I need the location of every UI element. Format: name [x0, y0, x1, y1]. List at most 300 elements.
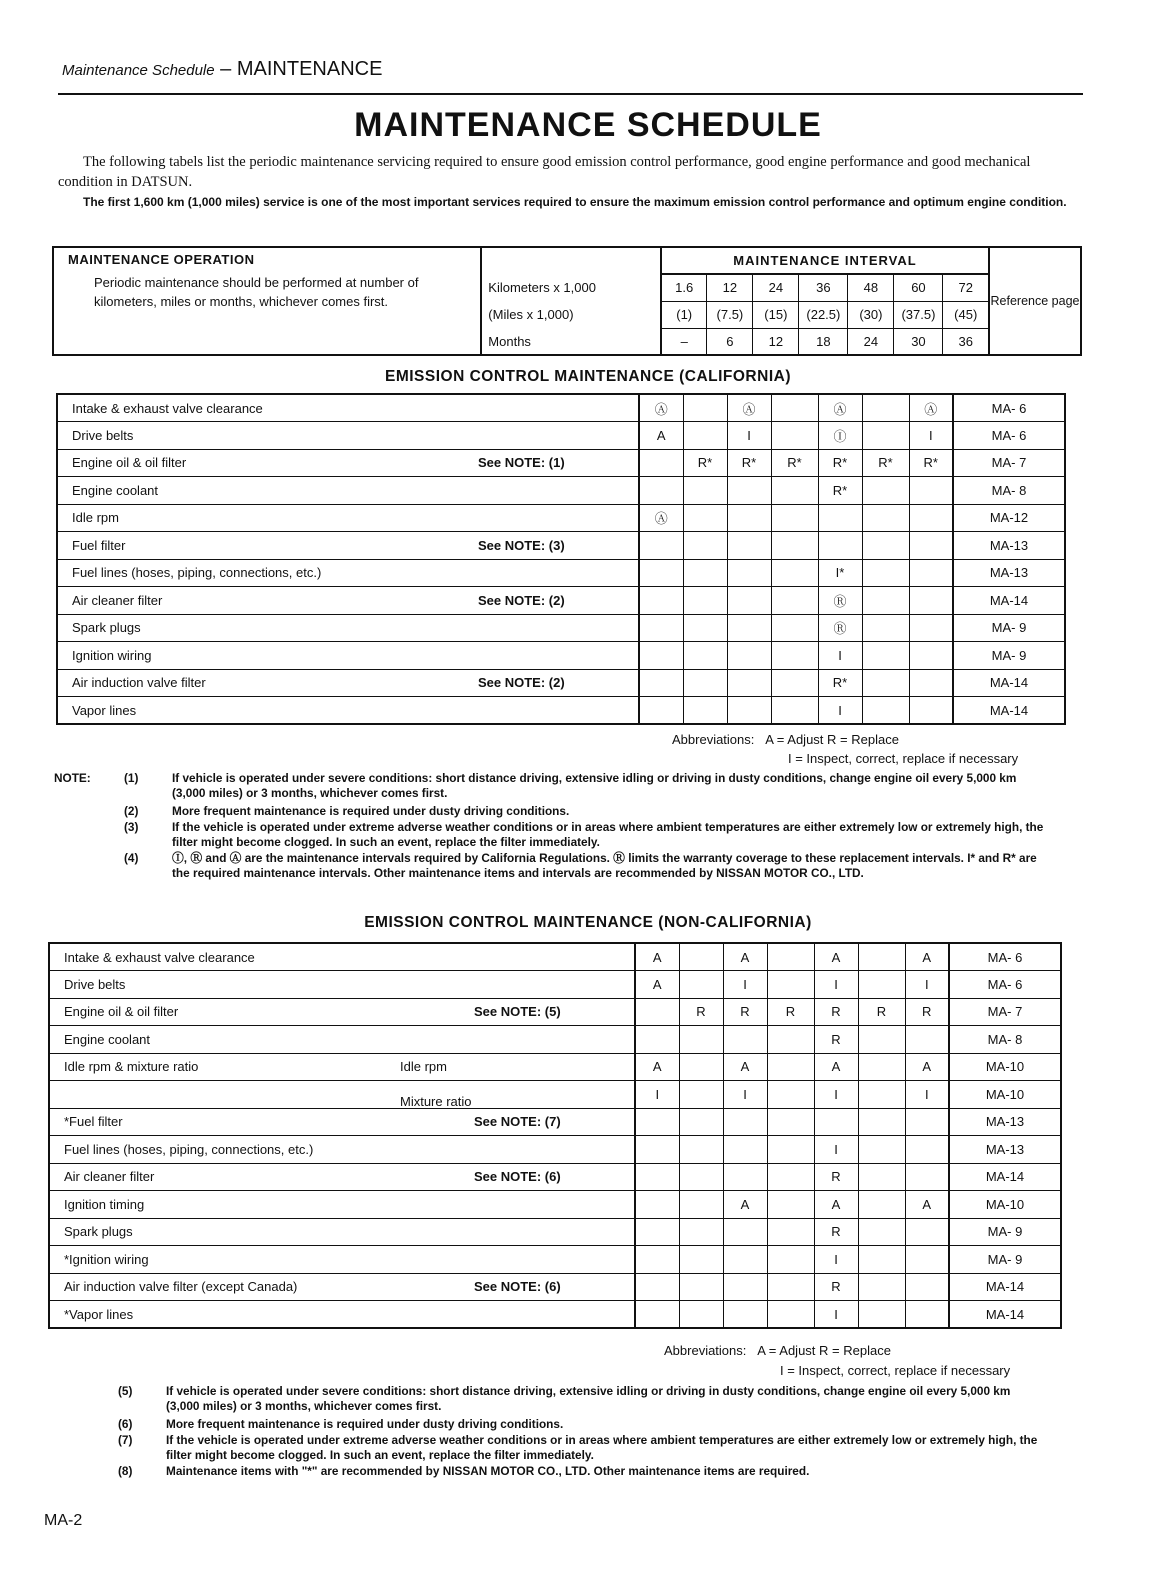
interval-cell [723, 1273, 767, 1301]
interval-cell [639, 614, 683, 642]
item-cell [49, 998, 635, 1026]
item-cell [49, 1301, 635, 1329]
note-label: NOTE: [54, 771, 91, 785]
abbr-line-1: A = Adjust R = Replace [765, 732, 899, 747]
table-row [49, 1218, 1061, 1246]
item-label: Engine oil & oil filter [72, 455, 187, 471]
interval-cell [909, 642, 953, 670]
interval-cell [767, 1246, 814, 1274]
reference-cell: MA-12 [953, 504, 1065, 532]
see-note: See NOTE: (2) [478, 675, 565, 691]
item-cell [49, 1163, 635, 1191]
interval-cell [858, 1053, 905, 1081]
interval-cell [639, 477, 683, 505]
header-dash: – [220, 58, 232, 80]
note-text: If vehicle is operated under severe conditions: short distance driving, extensive idling or driving in dusty conditions, change engine oil every 5,000 km (3,000 miles) or 3 months, whichever comes first. [172, 771, 1017, 800]
table-row [57, 504, 1065, 532]
interval-cell [858, 1301, 905, 1329]
interval-cell [683, 422, 727, 450]
interval-cell [909, 669, 953, 697]
table-row [49, 1136, 1061, 1164]
table-row [49, 943, 1061, 971]
miles-value: (7.5) [707, 301, 753, 328]
interval-cell: R* [818, 477, 862, 505]
note-text: Maintenance items with "*" are recommended by NISSAN MOTOR CO., LTD. Other maintenance items are required. [166, 1464, 810, 1478]
interval-cell [858, 1246, 905, 1274]
interval-cell: Ⓐ [909, 394, 953, 422]
interval-title: MAINTENANCE INTERVAL [661, 247, 989, 274]
reference-cell: MA-10 [949, 1191, 1061, 1219]
interval-cell [767, 1163, 814, 1191]
item-cell [57, 422, 639, 450]
months-value: 12 [753, 328, 799, 355]
interval-cell [727, 697, 771, 725]
interval-cell: R [814, 1026, 858, 1054]
interval-cell: A [814, 1191, 858, 1219]
intro [58, 152, 1078, 212]
note-number: (7) [118, 1433, 133, 1447]
table-row [57, 449, 1065, 477]
note-text: Ⓘ, Ⓡ and Ⓐ are the maintenance intervals required by California Regulations. Ⓡ limits the warranty coverage to these replacement intervals. I* and R* are the required maintenance intervals. Other maintenance items and intervals are recommended by NISSAN MOTOR CO., LTD. [172, 851, 1037, 880]
interval-cell [905, 1301, 949, 1329]
interval-cell [639, 559, 683, 587]
interval-cell [909, 587, 953, 615]
item-cell [49, 943, 635, 971]
interval-cell [683, 477, 727, 505]
interval-cell [723, 1246, 767, 1274]
interval-cell [767, 1053, 814, 1081]
interval-cell: Ⓐ [639, 394, 683, 422]
interval-cell: R* [818, 669, 862, 697]
interval-cell [727, 587, 771, 615]
item-cell [57, 504, 639, 532]
interval-cell [639, 642, 683, 670]
interval-cell: R* [683, 449, 727, 477]
interval-cell [635, 1108, 679, 1136]
interval-cell: Ⓡ [818, 614, 862, 642]
table-row [49, 1301, 1061, 1329]
interval-cell [727, 504, 771, 532]
interval-cell: R [814, 998, 858, 1026]
km-value: 72 [943, 274, 989, 301]
interval-cell: I [814, 971, 858, 999]
interval-cell [858, 1108, 905, 1136]
table-row [57, 587, 1065, 615]
interval-cell: I [818, 642, 862, 670]
interval-cell [767, 1273, 814, 1301]
item-label: *Fuel filter [64, 1114, 123, 1130]
interval-cell [767, 1136, 814, 1164]
header-section-caps: MAINTENANCE [236, 58, 383, 80]
interval-cell: A [723, 943, 767, 971]
interval-cell [635, 1191, 679, 1219]
interval-cell [727, 614, 771, 642]
item-label: Idle rpm & mixture ratio [64, 1059, 199, 1075]
non-california-table [48, 942, 1062, 1329]
california-abbreviations [672, 732, 899, 747]
months-label: Months [481, 328, 661, 355]
km-label: Kilometers x 1,000 [481, 274, 661, 301]
interval-cell: R [814, 1218, 858, 1246]
interval-cell [639, 669, 683, 697]
months-value: 36 [943, 328, 989, 355]
table-row [57, 532, 1065, 560]
item-label: Engine oil & oil filter [64, 1004, 179, 1020]
interval-cell [858, 1136, 905, 1164]
reference-cell: MA-14 [949, 1301, 1061, 1329]
reference-cell: MA-10 [949, 1081, 1061, 1109]
interval-cell [862, 669, 909, 697]
interval-cell [683, 504, 727, 532]
interval-cell [727, 532, 771, 560]
interval-cell [635, 1246, 679, 1274]
interval-cell [727, 477, 771, 505]
see-note: See NOTE: (1) [478, 455, 565, 471]
non-california-section-title: EMISSION CONTROL MAINTENANCE (NON-CALIFORNIA) [364, 914, 812, 931]
interval-cell [905, 1218, 949, 1246]
table-row [49, 1108, 1061, 1136]
interval-cell [639, 587, 683, 615]
miles-value: (15) [753, 301, 799, 328]
miles-value: (37.5) [894, 301, 943, 328]
item-cell [49, 1053, 635, 1081]
interval-cell: A [635, 1053, 679, 1081]
see-note: See NOTE: (6) [474, 1169, 561, 1185]
interval-cell [862, 477, 909, 505]
note-number: (3) [124, 820, 139, 834]
km-value: 48 [848, 274, 894, 301]
interval-cell [862, 532, 909, 560]
item-cell [57, 477, 639, 505]
reference-cell: MA-10 [949, 1053, 1061, 1081]
interval-cell [858, 1026, 905, 1054]
table-row [57, 614, 1065, 642]
reference-cell: MA- 7 [953, 449, 1065, 477]
interval-cell: A [905, 943, 949, 971]
item-cell [57, 449, 639, 477]
interval-cell [858, 1218, 905, 1246]
interval-cell: A [814, 943, 858, 971]
interval-cell: Ⓐ [818, 394, 862, 422]
item-label: Drive belts [72, 427, 134, 443]
interval-cell [909, 614, 953, 642]
miles-value: (1) [661, 301, 707, 328]
table-row [49, 1273, 1061, 1301]
interval-cell: R* [862, 449, 909, 477]
table-row [49, 1053, 1061, 1081]
interval-cell [635, 1163, 679, 1191]
reference-page-label: Reference page [990, 294, 1080, 308]
interval-cell [639, 532, 683, 560]
interval-cell [767, 943, 814, 971]
interval-cell [771, 477, 818, 505]
abbr-line-2: I = Inspect, correct, replace if necessary [788, 751, 1019, 766]
reference-cell: MA-13 [953, 559, 1065, 587]
reference-cell: MA-14 [953, 697, 1065, 725]
item-cell [57, 614, 639, 642]
interval-cell [679, 1053, 723, 1081]
km-value: 1.6 [661, 274, 707, 301]
interval-cell: I* [818, 559, 862, 587]
interval-cell [905, 1136, 949, 1164]
abbr-line-1: A = Adjust R = Replace [757, 1343, 891, 1358]
interval-cell [862, 559, 909, 587]
note-number: (6) [118, 1417, 133, 1431]
item-label: Idle rpm [72, 510, 119, 526]
reference-cell: MA-13 [953, 532, 1065, 560]
interval-cell [767, 1191, 814, 1219]
reference-cell: MA-14 [953, 669, 1065, 697]
interval-cell [679, 1108, 723, 1136]
interval-cell [679, 1081, 723, 1109]
interval-cell [639, 449, 683, 477]
interval-cell [858, 971, 905, 999]
operation-title: MAINTENANCE OPERATION [68, 252, 255, 267]
interval-cell [767, 1108, 814, 1136]
interval-cell [635, 1026, 679, 1054]
interval-cell [862, 642, 909, 670]
interval-cell [771, 422, 818, 450]
reference-cell: MA- 9 [949, 1246, 1061, 1274]
california-section-title: EMISSION CONTROL MAINTENANCE (CALIFORNIA) [385, 368, 791, 385]
interval-cell [723, 1136, 767, 1164]
reference-cell: MA-13 [949, 1136, 1061, 1164]
interval-cell: I [905, 1081, 949, 1109]
interval-cell [683, 614, 727, 642]
header-section-italic: Maintenance Schedule [62, 62, 215, 79]
interval-cell [679, 943, 723, 971]
interval-cell: I [905, 971, 949, 999]
non-california-abbreviations [664, 1343, 891, 1358]
interval-cell: R* [727, 449, 771, 477]
interval-cell [858, 1081, 905, 1109]
table-row [57, 642, 1065, 670]
item-label: Spark plugs [72, 620, 141, 636]
item-label: Drive belts [64, 976, 126, 992]
interval-cell: I [909, 422, 953, 450]
item-label: Engine coolant [64, 1031, 151, 1047]
interval-cell [723, 1163, 767, 1191]
interval-cell [683, 559, 727, 587]
interval-cell [635, 998, 679, 1026]
interval-cell [683, 669, 727, 697]
operation-cell [53, 247, 481, 355]
reference-cell: MA- 9 [949, 1218, 1061, 1246]
sub-item-label: Mixture ratio [400, 1094, 472, 1110]
interval-cell [909, 559, 953, 587]
interval-cell [905, 1163, 949, 1191]
item-cell [49, 1246, 635, 1274]
reference-cell: MA- 6 [953, 394, 1065, 422]
interval-cell: A [905, 1191, 949, 1219]
table-row [49, 1081, 1061, 1109]
interval-cell [679, 1026, 723, 1054]
item-label: Engine coolant [72, 482, 159, 498]
item-label: Air induction valve filter (except Canada) [64, 1279, 298, 1295]
interval-cell: R [905, 998, 949, 1026]
interval-cell [767, 1026, 814, 1054]
interval-cell [909, 477, 953, 505]
interval-cell: I [635, 1081, 679, 1109]
interval-cell [683, 532, 727, 560]
item-label: Ignition wiring [72, 647, 152, 663]
interval-cell [679, 1191, 723, 1219]
interval-cell [727, 559, 771, 587]
item-cell [49, 1081, 635, 1109]
interval-cell [905, 1273, 949, 1301]
see-note: See NOTE: (2) [478, 592, 565, 608]
interval-cell: R [858, 998, 905, 1026]
item-label: Fuel filter [72, 537, 126, 553]
interval-cell [635, 1218, 679, 1246]
note-number: (5) [118, 1384, 133, 1398]
abbr-label: Abbreviations: [664, 1343, 747, 1358]
interval-cell: R [814, 1163, 858, 1191]
interval-cell: R [679, 998, 723, 1026]
note-text: If the vehicle is operated under extreme adverse weather conditions or in areas where ambient temperatures are either extremely low or extremely high, the filter might become clogged. In such an event, replace the filter immediately. [172, 820, 1044, 849]
reference-cell: MA- 7 [949, 998, 1061, 1026]
interval-cell [858, 1273, 905, 1301]
interval-cell [909, 504, 953, 532]
interval-cell [771, 559, 818, 587]
interval-cell: R* [771, 449, 818, 477]
interval-cell [771, 642, 818, 670]
item-cell [57, 532, 639, 560]
interval-cell [862, 504, 909, 532]
item-cell [49, 971, 635, 999]
reference-cell: MA- 9 [953, 614, 1065, 642]
interval-cell [679, 1163, 723, 1191]
interval-cell: A [723, 1053, 767, 1081]
note-number: (4) [124, 851, 139, 865]
note-text: More frequent maintenance is required under dusty driving conditions. [172, 804, 570, 818]
km-value: 24 [753, 274, 799, 301]
interval-cell [679, 1136, 723, 1164]
running-header [62, 58, 382, 81]
interval-cell: A [635, 971, 679, 999]
interval-cell [767, 1218, 814, 1246]
interval-cell [771, 504, 818, 532]
interval-cell: A [639, 422, 683, 450]
item-cell [57, 587, 639, 615]
item-cell [49, 1273, 635, 1301]
reference-cell: MA- 6 [953, 422, 1065, 450]
km-value: 36 [799, 274, 848, 301]
interval-cell [767, 971, 814, 999]
interval-cell [639, 697, 683, 725]
table-row [57, 697, 1065, 725]
header-rule [58, 93, 1083, 95]
interval-cell [727, 642, 771, 670]
interval-cell [909, 532, 953, 560]
note-number: (2) [124, 804, 139, 818]
page-title: MAINTENANCE SCHEDULE [354, 106, 822, 144]
interval-cell [679, 1273, 723, 1301]
table-row [57, 422, 1065, 450]
interval-cell [767, 1301, 814, 1329]
item-cell [49, 1136, 635, 1164]
reference-cell: MA-14 [953, 587, 1065, 615]
reference-cell: MA- 9 [953, 642, 1065, 670]
item-label: Air induction valve filter [72, 675, 206, 691]
reference-cell: MA- 6 [949, 971, 1061, 999]
table-row [49, 1246, 1061, 1274]
california-notes [124, 771, 1064, 901]
interval-cell: I [814, 1136, 858, 1164]
interval-cell [858, 1191, 905, 1219]
table-row [49, 1163, 1061, 1191]
interval-cell: A [905, 1053, 949, 1081]
interval-cell: R [767, 998, 814, 1026]
interval-cell: Ⓡ [818, 587, 862, 615]
interval-cell: A [635, 943, 679, 971]
item-cell [57, 559, 639, 587]
item-label: Spark plugs [64, 1224, 133, 1240]
table-row [57, 477, 1065, 505]
item-cell [57, 642, 639, 670]
item-label: Intake & exhaust valve clearance [72, 400, 263, 416]
item-label: Fuel lines (hoses, piping, connections, etc.) [64, 1141, 314, 1157]
note-text: If vehicle is operated under severe conditions: short distance driving, extensive idling or driving in dusty conditions, change engine oil every 5,000 km (3,000 miles) or 3 months, whichever comes first. [166, 1384, 1011, 1413]
interval-cell [862, 587, 909, 615]
item-label: Fuel lines (hoses, piping, connections, etc.) [72, 565, 322, 581]
interval-cell [862, 394, 909, 422]
interval-cell [683, 642, 727, 670]
interval-cell: R* [909, 449, 953, 477]
interval-cell: A [814, 1053, 858, 1081]
months-value: 30 [894, 328, 943, 355]
km-value: 12 [707, 274, 753, 301]
interval-cell: R [814, 1273, 858, 1301]
interval-cell [771, 697, 818, 725]
item-cell [57, 697, 639, 725]
miles-value: (22.5) [799, 301, 848, 328]
interval-cell [767, 1081, 814, 1109]
interval-cell: I [723, 971, 767, 999]
interval-header-table [52, 246, 1082, 356]
miles-label: (Miles x 1,000) [481, 301, 661, 328]
intro-paragraph-2: The first 1,600 km (1,000 miles) service is one of the most important services required to ensure the maximum emission control performance and optimum engine condition. [83, 195, 1067, 209]
see-note: See NOTE: (7) [474, 1114, 561, 1130]
interval-cell [635, 1136, 679, 1164]
interval-cell: R [723, 998, 767, 1026]
interval-cell [679, 1218, 723, 1246]
item-cell [49, 1191, 635, 1219]
interval-cell [683, 394, 727, 422]
item-cell [49, 1108, 635, 1136]
non-california-notes [118, 1384, 1064, 1494]
interval-cell [679, 1246, 723, 1274]
note-number: (1) [124, 771, 139, 785]
table-row [57, 669, 1065, 697]
see-note: See NOTE: (5) [474, 1004, 561, 1020]
item-label: Air cleaner filter [72, 592, 163, 608]
interval-cell: A [723, 1191, 767, 1219]
item-label: Ignition timing [64, 1196, 145, 1212]
interval-cell: R* [818, 449, 862, 477]
interval-cell: I [814, 1301, 858, 1329]
reference-cell: MA- 8 [953, 477, 1065, 505]
interval-cell: I [814, 1246, 858, 1274]
interval-cell [683, 587, 727, 615]
interval-cell [771, 587, 818, 615]
interval-cell [723, 1218, 767, 1246]
interval-cell [909, 697, 953, 725]
interval-cell [679, 971, 723, 999]
interval-cell [723, 1108, 767, 1136]
interval-cell: Ⓐ [727, 394, 771, 422]
interval-cell [771, 532, 818, 560]
